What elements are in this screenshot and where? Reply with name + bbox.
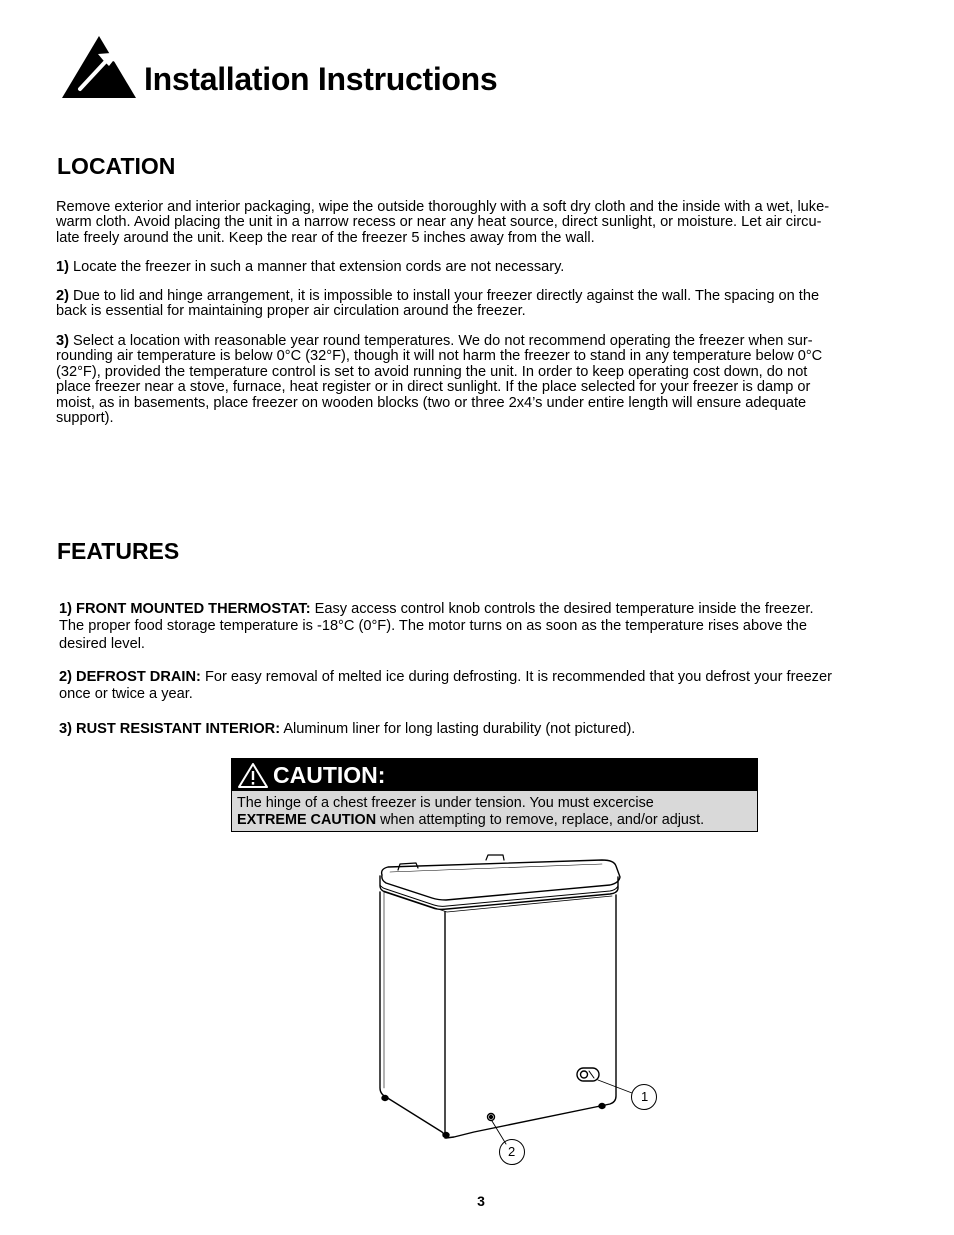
feature-text: The proper food storage temperature is -18°C (0°F). The motor turns on as soon as the temperature rises above the	[59, 618, 807, 635]
location-intro-line: Remove exterior and interior packaging, wipe the outside thoroughly with a soft dry cloth and the inside with a wet, luke-	[56, 199, 830, 215]
chest-freezer-illustration	[370, 850, 670, 1170]
location-item-3	[56, 334, 822, 426]
page-number: 3	[477, 1193, 485, 1209]
page-title: Installation Instructions	[144, 61, 498, 97]
caution-text: when attempting to remove, replace, and/or adjust.	[376, 811, 705, 828]
location-item-number: 3)	[56, 333, 69, 349]
location-intro-line: late freely around the unit. Keep the rear of the freezer 5 inches away from the wall.	[56, 229, 595, 246]
location-item-1	[56, 260, 564, 275]
feature-label: 1) FRONT MOUNTED THERMOSTAT:	[59, 601, 311, 617]
location-item-text: Due to lid and hinge arrangement, it is impossible to install your freezer directly against the wall. The spacing on the	[68, 288, 820, 304]
feature-item-thermostat	[59, 601, 814, 653]
feature-item-defrost-drain	[59, 669, 832, 704]
location-item-text: (32°F), provided the temperature control is set to avoid running the unit. In order to keep operating cost down, do not	[56, 363, 808, 380]
location-item-text: place freezer near a stove, furnace, heat register or in direct sunlight. If the place selected for your freezer is damp or	[56, 379, 811, 396]
feature-text: once or twice a year.	[59, 686, 193, 703]
features-heading: FEATURES	[57, 538, 180, 564]
feature-label: 2) DEFROST DRAIN:	[59, 669, 201, 685]
location-intro	[56, 200, 829, 246]
location-heading: LOCATION	[57, 153, 176, 179]
location-item-text: Select a location with reasonable year round temperatures. We do not recommend operating the freezer when sur-	[68, 333, 813, 349]
caution-text: The hinge of a chest freezer is under tension. You must excercise	[237, 795, 654, 811]
location-item-number: 1)	[56, 259, 69, 275]
feature-text: Aluminum liner for long lasting durability (not pictured).	[280, 721, 636, 737]
caution-header	[232, 759, 757, 791]
callout-defrost-drain: 2	[508, 1144, 516, 1159]
hammer-warning-triangle-icon	[62, 36, 136, 98]
location-item-text: back is essential for maintaining proper air circulation around the freezer.	[56, 303, 526, 320]
feature-text: Easy access control knob controls the desired temperature inside the freezer.	[310, 601, 814, 617]
feature-text: For easy removal of melted ice during defrosting. It is recommended that you defrost your freezer	[200, 669, 832, 685]
caution-body	[232, 791, 757, 831]
location-item-number: 2)	[56, 288, 69, 304]
feature-text: desired level.	[59, 635, 145, 652]
caution-box	[231, 758, 758, 832]
location-item-2	[56, 289, 819, 320]
caution-title: CAUTION:	[273, 762, 386, 788]
location-item-text: support).	[56, 410, 114, 427]
location-intro-line: warm cloth. Avoid placing the unit in a narrow recess or near any heat source, direct sunlight, or moisture. Let air circu-	[56, 214, 822, 231]
location-item-text: Locate the freezer in such a manner that extension cords are not necessary.	[68, 259, 565, 275]
callout-thermostat: 1	[641, 1089, 649, 1104]
feature-item-rust-resistant	[59, 721, 635, 738]
location-item-text: rounding air temperature is below 0°C (32°F), though it will not harm the freezer to stand in any temperature below 0°C	[56, 348, 823, 365]
feature-label: 3) RUST RESISTANT INTERIOR:	[59, 721, 281, 737]
location-item-text: moist, as in basements, place freezer on wooden blocks (two or three 2x4’s under entire length will ensure adequate	[56, 394, 807, 411]
warning-triangle-icon	[237, 762, 269, 789]
caution-emphasis: EXTREME CAUTION	[237, 811, 377, 828]
